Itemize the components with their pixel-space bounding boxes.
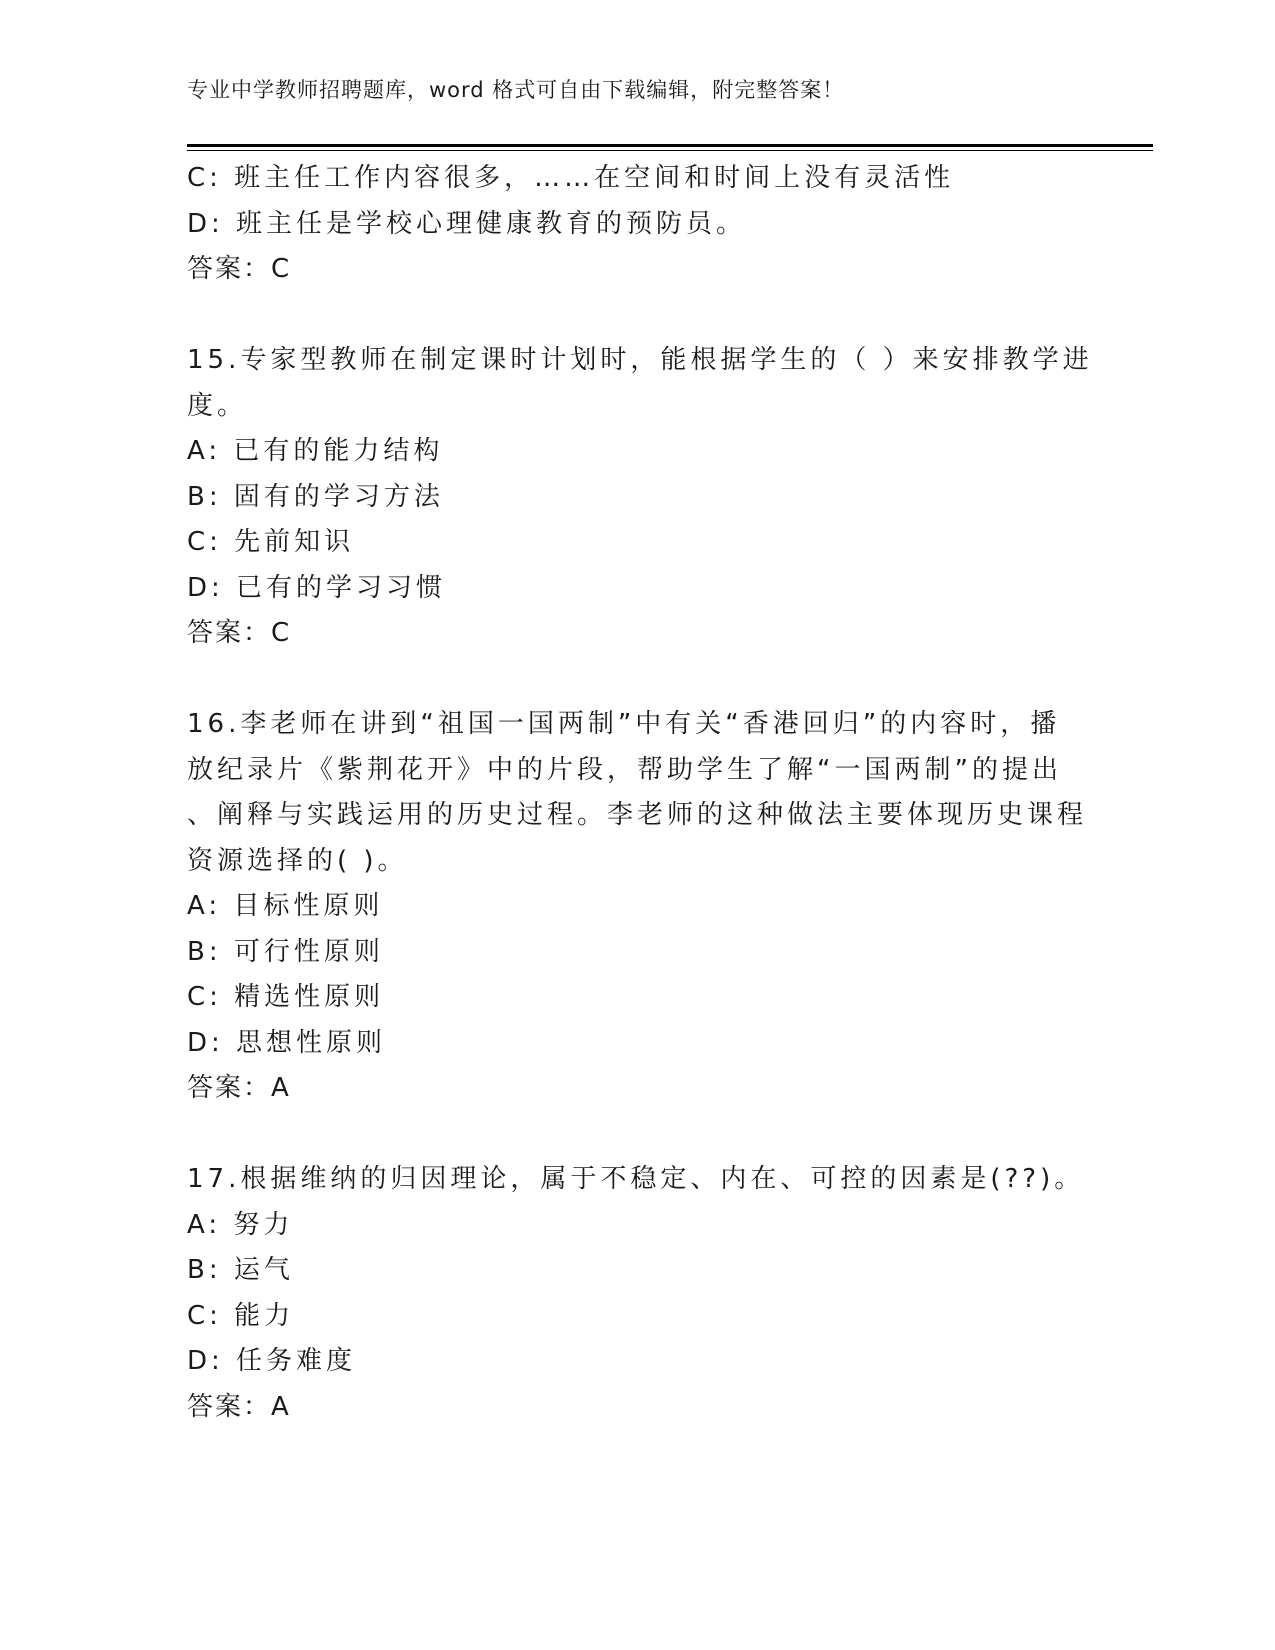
page-header: 专业中学教师招聘题库，word 格式可自由下载编辑，附完整答案！ — [187, 78, 845, 102]
spacer — [187, 293, 1087, 339]
option-b: B: 固有的学习方法 — [187, 481, 444, 512]
answer-line: 答案：A — [187, 1073, 291, 1103]
option-c: C: 能力 — [187, 1300, 295, 1331]
option-b: B: 可行性原则 — [187, 936, 384, 967]
answer-line: 答案：C — [187, 254, 292, 284]
spacer — [187, 1112, 1087, 1158]
option-c: C: 班主任工作内容很多，……在空间和时间上没有灵活性 — [187, 163, 955, 193]
header-rule-thin — [187, 150, 1153, 151]
question-stem: 17.根据维纳的归因理论，属于不稳定、内在、可控的因素是(??)。 — [187, 1164, 1085, 1194]
option-a: A: 目标性原则 — [187, 891, 384, 921]
option-d: D: 班主任是学校心理健康教育的预防员。 — [187, 208, 747, 239]
option-c: C: 先前知识 — [187, 527, 355, 557]
option-a: A: 努力 — [187, 1209, 294, 1240]
question-16 — [187, 702, 1087, 1112]
option-b: B: 运气 — [187, 1255, 294, 1285]
spacer — [187, 657, 1087, 703]
answer-line: 答案：A — [187, 1391, 291, 1422]
question-stem: 度。 — [187, 390, 248, 421]
option-d: D: 思想性原则 — [187, 1027, 387, 1058]
option-d: D: 已有的学习习惯 — [187, 572, 447, 603]
question-stem: 、阐释与实践运用的历史过程。李老师的这种做法主要体现历史课程 — [187, 800, 1088, 830]
question-stem: 放纪录片《紫荆花开》中的片段，帮助学生了解“一国两制”的提出 — [187, 754, 1062, 785]
option-a: A: 已有的能力结构 — [187, 436, 444, 466]
option-d: D: 任务难度 — [187, 1346, 357, 1376]
header-rule-thick — [187, 144, 1153, 147]
document-body — [187, 156, 1093, 1430]
question-stem: 15.专家型教师在制定课时计划时，能根据学生的（ ）来安排教学进 — [187, 345, 1093, 375]
question-15 — [187, 338, 1093, 657]
question-stem: 资源选择的( )。 — [187, 845, 408, 876]
question-17 — [187, 1157, 1087, 1430]
answer-line: 答案：C — [187, 618, 292, 648]
carry-over-block — [187, 156, 1087, 293]
option-c: C: 精选性原则 — [187, 982, 385, 1012]
question-stem: 16.李老师在讲到“祖国一国两制”中有关“香港回归”的内容时，播 — [187, 709, 1061, 739]
